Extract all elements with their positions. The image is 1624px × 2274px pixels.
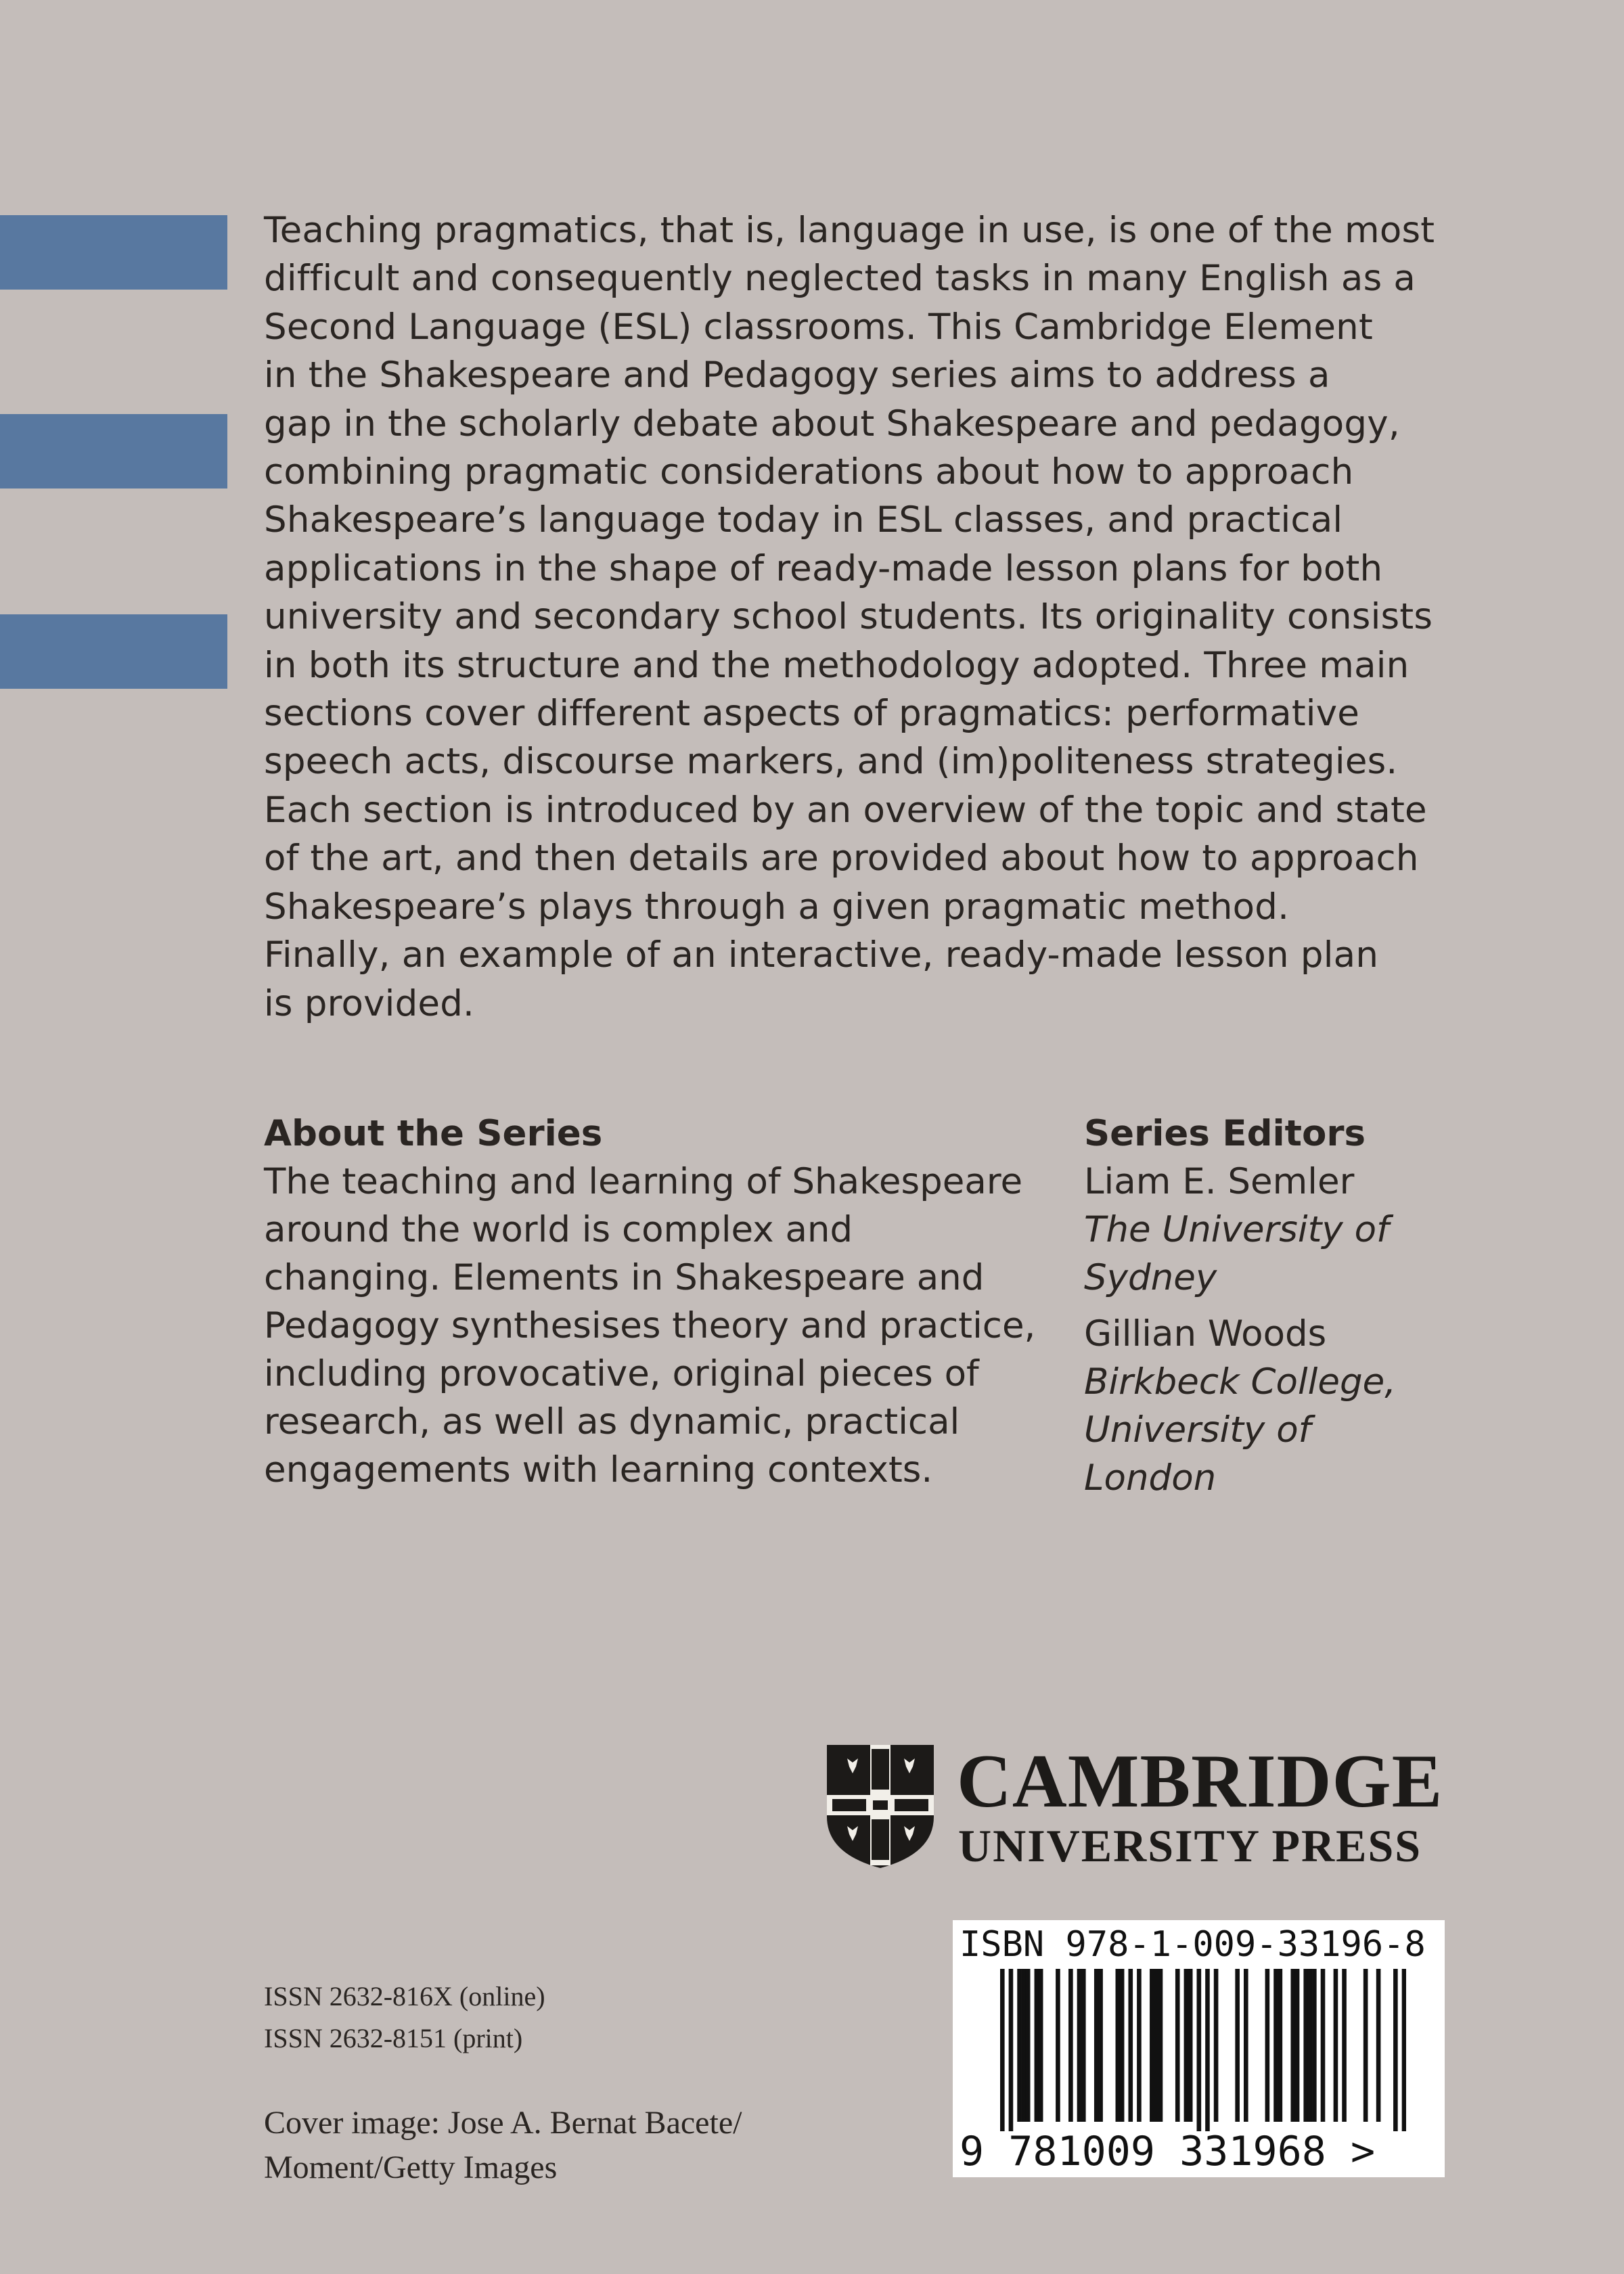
barcode-bar <box>1197 1969 1202 2131</box>
barcode-bar <box>1342 1969 1347 2122</box>
barcode-bar <box>1116 1969 1121 2122</box>
publisher-name-line2: UNIVERSITY PRESS <box>958 1820 1422 1871</box>
barcode-bar <box>1308 1969 1313 2122</box>
series-editors <box>1084 1110 1558 1502</box>
issn-line: ISSN 2632-816X (online) <box>264 1981 545 2011</box>
barcode-bar <box>1077 1969 1082 2122</box>
barcode-bar <box>1094 1969 1099 2122</box>
editor-affiliation <box>1084 1358 1558 1502</box>
barcode-bar <box>1235 1969 1240 2122</box>
barcode-bar <box>1098 1969 1103 2122</box>
barcode-bar <box>1035 1969 1039 2122</box>
barcode-bar <box>1402 1969 1406 2131</box>
blurb-line: combining pragmatic considerations about how to approach <box>264 451 1354 493</box>
barcode-bar <box>1017 1969 1022 2122</box>
barcode-bar <box>1376 1969 1381 2122</box>
barcode-bar <box>1303 1969 1308 2122</box>
blurb-line: applications in the shape of ready-made lesson plans for both <box>264 547 1383 589</box>
barcode-bar <box>1278 1969 1283 2122</box>
blurb-line: Teaching pragmatics, that is, language in use, is one of the most <box>264 210 1435 251</box>
barcode-bar <box>1188 1969 1193 2122</box>
accent-bar-1 <box>0 215 227 290</box>
barcode-bar <box>1265 1969 1270 2122</box>
publisher-name-line1: CAMBRIDGE <box>957 1739 1443 1823</box>
affiliation-line: The University of <box>1084 1209 1389 1250</box>
editor-name: Gillian Woods <box>1084 1313 1327 1355</box>
blurb-line: university and secondary school students. Its originality consists <box>264 596 1433 638</box>
blurb-line: Shakespeare’s plays through a given pragmatic method. <box>264 886 1290 928</box>
cambridge-shield-icon <box>824 1742 937 1869</box>
barcode-bars <box>1000 1969 1406 2131</box>
about-text <box>264 1158 1076 1494</box>
blurb-line: Second Language (ESL) classrooms. This Cambridge Element <box>264 306 1373 348</box>
affiliation-line: Sydney <box>1084 1257 1217 1298</box>
editors-heading: Series Editors <box>1084 1113 1366 1154</box>
blurb-line: Shakespeare’s language today in ESL classes, and practical <box>264 499 1343 541</box>
about-line: changing. Elements in Shakespeare and <box>264 1257 985 1298</box>
ean-digits: 9 781009 331968 > <box>960 2128 1376 2175</box>
accent-bar-3 <box>0 614 227 689</box>
blurb-line: Finally, an example of an interactive, ready-made lesson plan <box>264 934 1379 976</box>
barcode-bar <box>1026 1969 1031 2122</box>
book-blurb <box>264 206 1455 1028</box>
barcode-bar <box>1312 1969 1317 2122</box>
editor-affiliation <box>1084 1206 1558 1302</box>
barcode-bar <box>1068 1969 1073 2122</box>
barcode-bar <box>1120 1969 1125 2122</box>
barcode-bar <box>1039 1969 1043 2122</box>
blurb-line: difficult and consequently neglected tasks in many English as a <box>264 258 1416 300</box>
barcode-bar <box>1393 1969 1398 2131</box>
about-line: The teaching and learning of Shakespeare <box>264 1161 1023 1202</box>
blurb-line: is provided. <box>264 982 475 1024</box>
cover-image-credit <box>264 2101 742 2190</box>
barcode-bar <box>1363 1969 1368 2122</box>
barcode-bar <box>1081 1969 1086 2122</box>
barcode-bar <box>1158 1969 1163 2122</box>
barcode-bar <box>1154 1969 1158 2122</box>
publisher-logo <box>824 1739 1447 1871</box>
blurb-line: Each section is introduced by an overview of the topic and state <box>264 789 1427 831</box>
barcode-bar <box>1321 1969 1326 2122</box>
isbn-barcode <box>953 1920 1445 2177</box>
about-heading: About the Series <box>264 1113 603 1154</box>
barcode-bar <box>1056 1969 1060 2122</box>
barcode-bar <box>1205 1969 1210 2131</box>
credit-line: Moment/Getty Images <box>264 2150 558 2185</box>
credit-line: Cover image: Jose A. Bernat Bacete/ <box>264 2105 742 2141</box>
affiliation-line: London <box>1084 1457 1217 1499</box>
barcode-bar <box>1022 1969 1027 2122</box>
barcode-bar <box>1295 1969 1300 2122</box>
about-the-series <box>264 1110 1076 1494</box>
barcode-bar <box>1244 1969 1248 2122</box>
barcode-bar <box>1150 1969 1154 2122</box>
about-line: research, as well as dynamic, practical <box>264 1401 960 1442</box>
blurb-line: gap in the scholarly debate about Shakespeare and pedagogy, <box>264 403 1400 445</box>
about-line: including provocative, original pieces of <box>264 1353 979 1394</box>
barcode-bar <box>1334 1969 1338 2122</box>
barcode-bar <box>1184 1969 1189 2122</box>
blurb-line: of the art, and then details are provided about how to approach <box>264 838 1419 880</box>
blurb-line: in the Shakespeare and Pedagogy series aims to address a <box>264 355 1330 396</box>
editor-name: Liam E. Semler <box>1084 1161 1355 1202</box>
affiliation-line: University of <box>1084 1409 1311 1451</box>
blurb-line: in both its structure and the methodology adopted. Three main <box>264 644 1409 686</box>
issn-line: ISSN 2632-8151 (print) <box>264 2023 523 2053</box>
barcode-bar <box>1290 1969 1295 2122</box>
barcode-bar <box>1137 1969 1142 2122</box>
isbn-label: ISBN 978-1-009-33196-8 <box>960 1924 1426 1965</box>
barcode-bar <box>1128 1969 1133 2122</box>
about-line: engagements with learning contexts. <box>264 1449 933 1491</box>
blurb-line: sections cover different aspects of pragmatics: performative <box>264 693 1360 735</box>
barcode-bar <box>1009 1969 1014 2131</box>
barcode-bar <box>1175 1969 1180 2122</box>
affiliation-line: Birkbeck College, <box>1084 1361 1397 1403</box>
barcode-bar <box>1273 1969 1278 2122</box>
issn-block <box>264 1976 545 2060</box>
blurb-line: speech acts, discourse markers, and (im)politeness strategies. <box>264 741 1398 783</box>
about-line: around the world is complex and <box>264 1209 853 1250</box>
accent-bar-2 <box>0 414 227 488</box>
about-line: Pedagogy synthesises theory and practice, <box>264 1305 1036 1346</box>
barcode-bar <box>1214 1969 1219 2122</box>
barcode-bar <box>1000 1969 1005 2131</box>
